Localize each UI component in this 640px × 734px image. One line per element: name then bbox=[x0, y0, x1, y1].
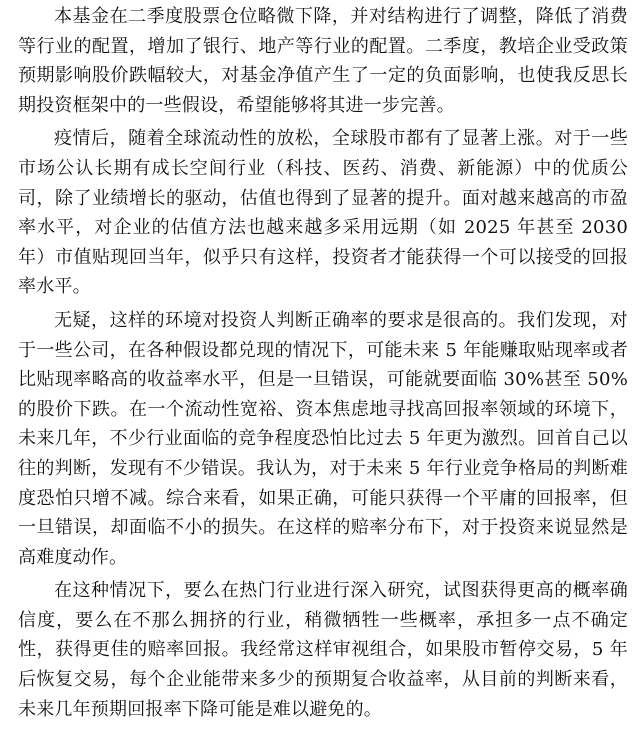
paragraph-position-adjustment: 本基金在二季度股票仓位略微下降，并对结构进行了调整，降低了消费等行业的配置，增加了银行、地产等行业的配置。二季度，教培企业受政策预期影响股价跌幅较大，对基金净值产生了一定的负面影响，也使我反思长期投资框架中的一些假设，希望能够将其进一步完善。 bbox=[18, 6, 628, 116]
paragraph-judgment-accuracy: 无疑，这样的环境对投资人判断正确率的要求是很高的。我们发现，对于一些公司，在各种假设都兑现的情况下，可能未来 5 年能赚取贴现率或者比贴现率略高的收益率水平，但是一旦错误，可能就要面临 30%甚至 50%的股价下跌。在一个流动性宽裕、资本焦虑地寻找高回报率领域的环境下，未来几年，不少行业面临的竞争程度恐怕比过去 5 年更为激烈。回首自己以往的判断，发现有不少错误。我认为，对于未来 5 年行业竞争格局的判断难度恐怕只增不减。综合来看，如果正确，可能只获得一个平庸的回报率，但一旦错误，却面临不小的损失。在这样的赔率分布下，对于投资来说显然是高难度动作。 bbox=[18, 309, 628, 568]
paragraph-portfolio-review: 在这种情况下，要么在热门行业进行深入研究，试图获得更高的概率确信度，要么在不那么拥挤的行业，稍微牺牲一些概率，承担多一点不确定性，获得更佳的赔率回报。我经常这样审视组合，如果股市暂停交易，5 年后恢复交易，每个企业能带来多少的预期复合收益率，从目前的判断来看，未来几年预期回报率下降可能是难以避免的。 bbox=[18, 580, 628, 720]
paragraph-global-liquidity: 疫情后，随着全球流动性的放松，全球股市都有了显著上涨。对于一些市场公认长期有成长空间行业（科技、医药、消费、新能源）中的优质公司，除了业绩增长的驱动，估值也得到了显著的提升。面对越来越高的市盈率水平，对企业的估值方法也越来越多采用远期（如 2025 年甚至 2030 年）市值贴现回当年，似乎只有这样，投资者才能获得一个可以接受的回报率水平。 bbox=[18, 128, 628, 298]
